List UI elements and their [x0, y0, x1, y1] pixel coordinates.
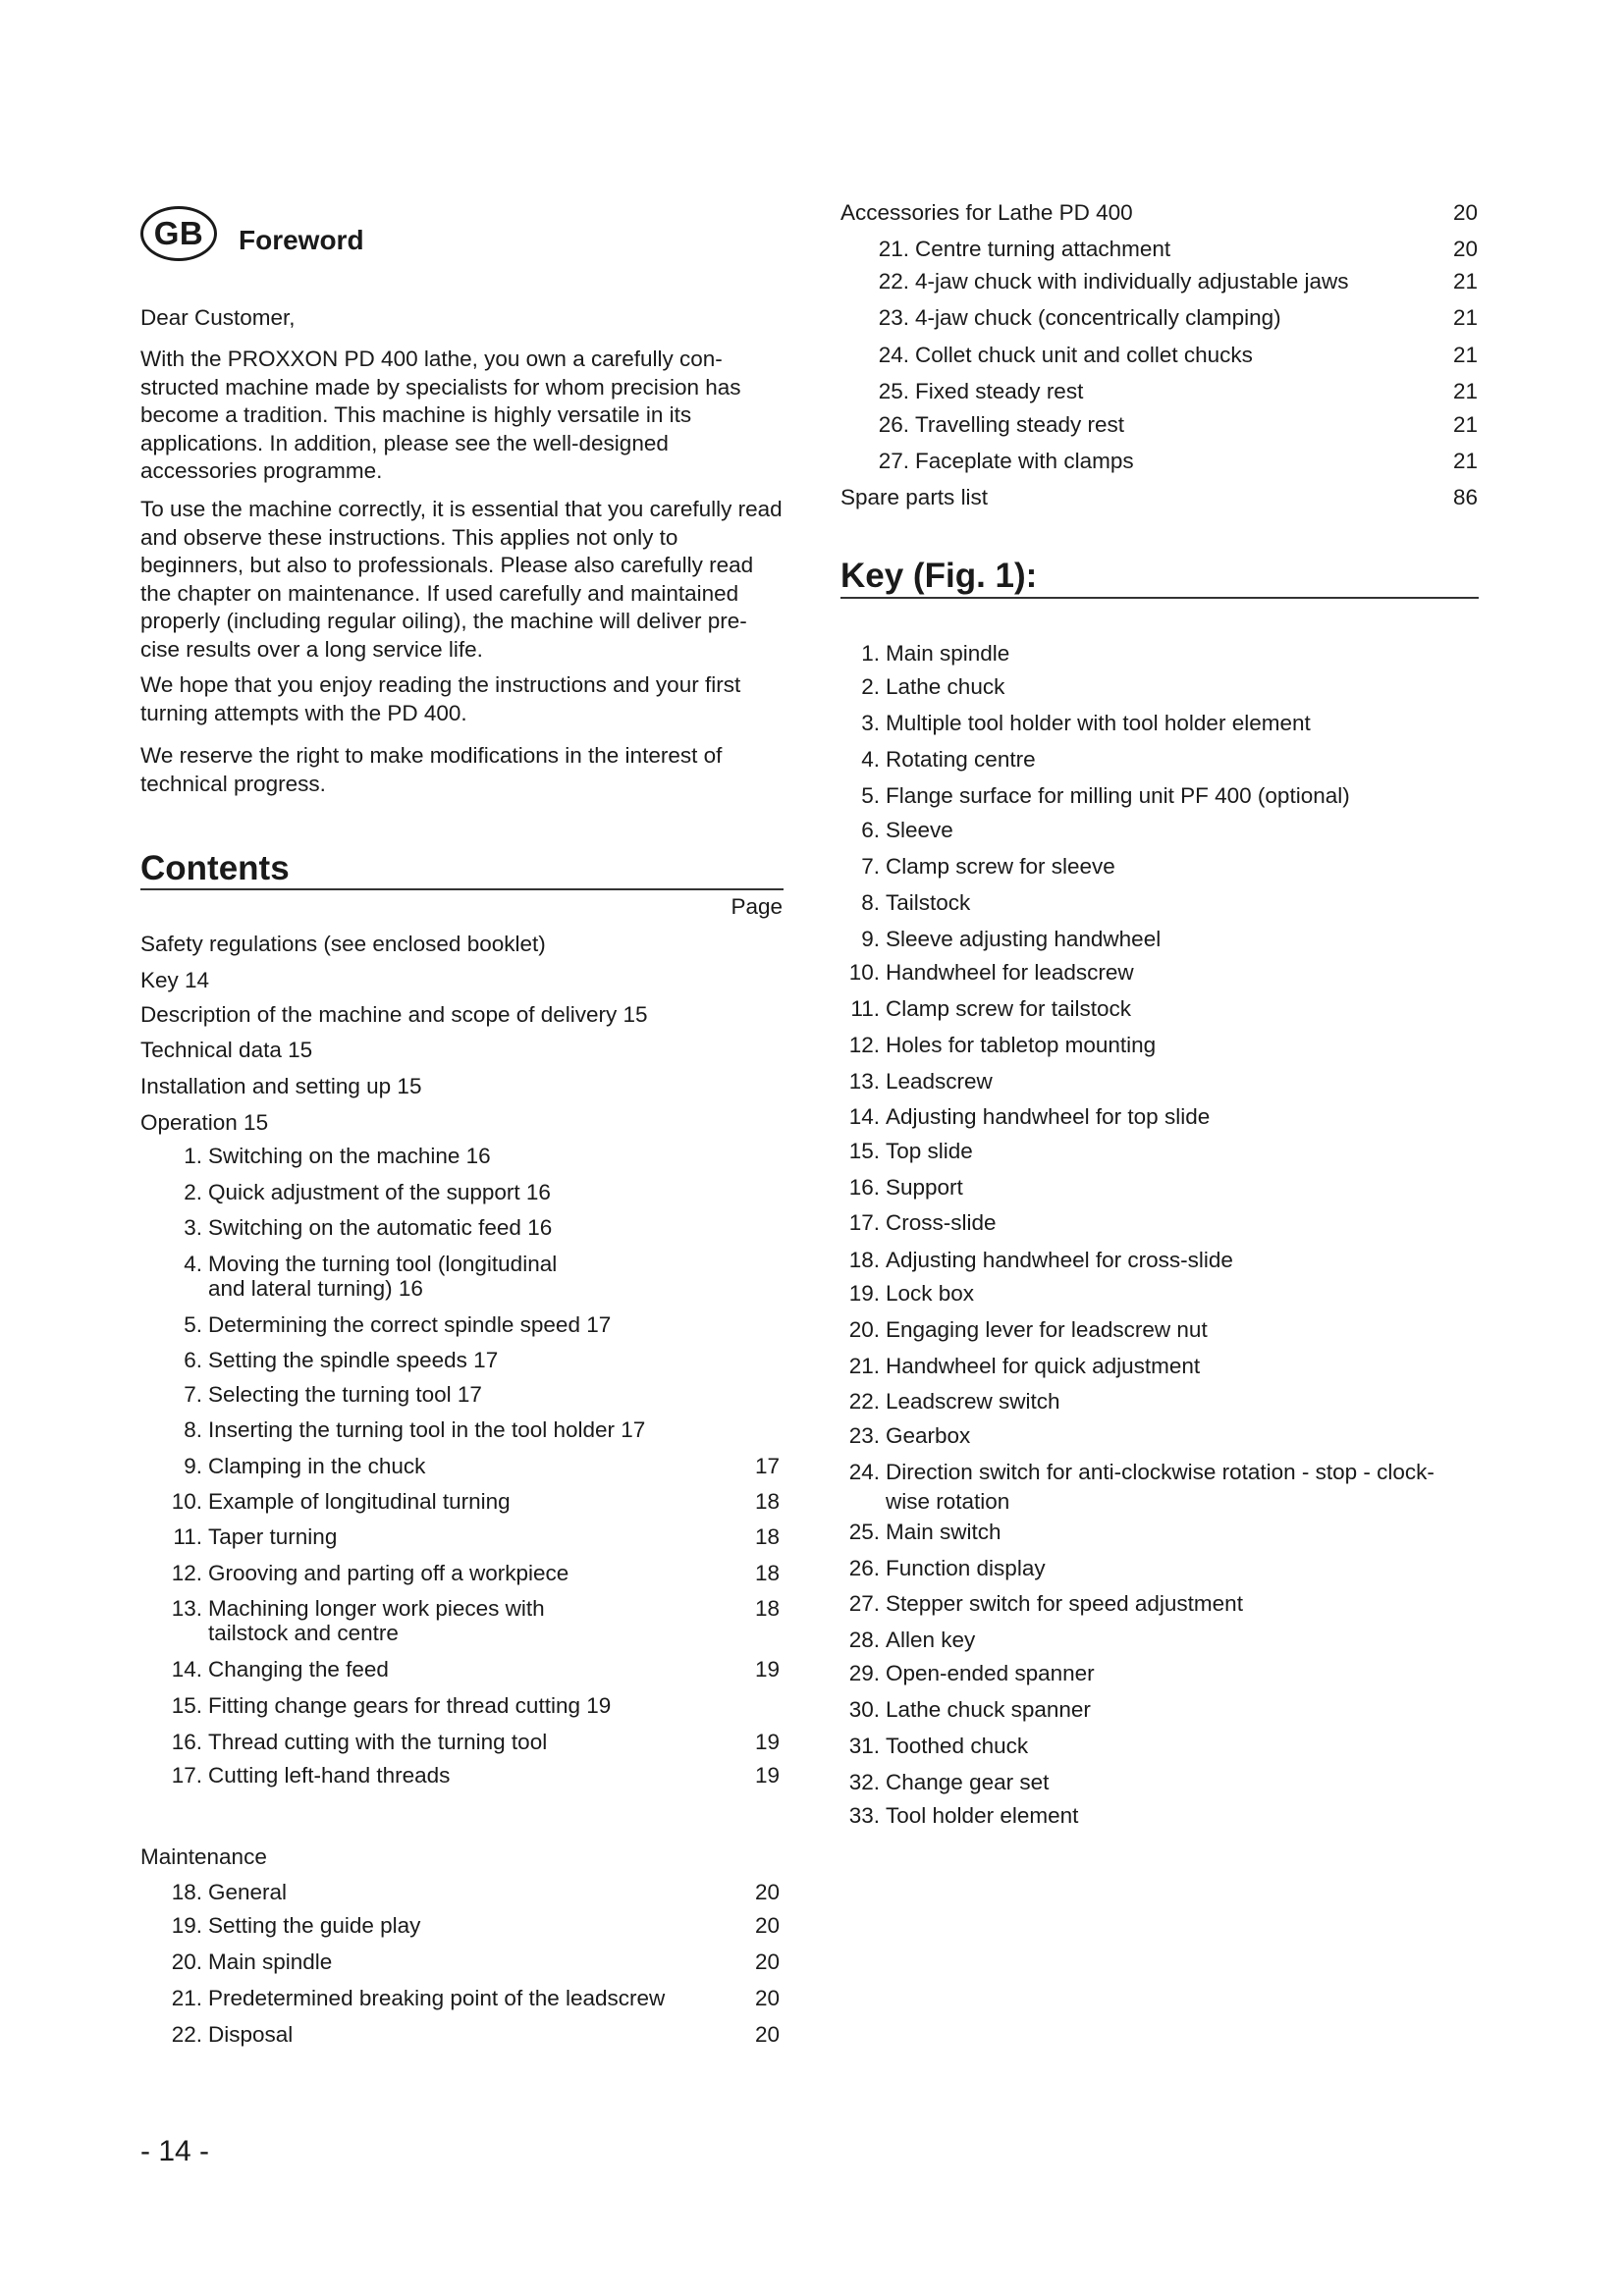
- item-label: Thread cutting with the turning tool: [208, 1730, 548, 1754]
- item-number: 15.: [171, 1693, 202, 1718]
- item-label: Collet chuck unit and collet chucks: [915, 343, 1253, 367]
- item-label: Leadscrew: [886, 1069, 993, 1094]
- contents-rule: [140, 888, 784, 890]
- item-label: Adjusting handwheel for top slide: [886, 1104, 1211, 1129]
- item-number: 9.: [184, 1454, 202, 1478]
- item-number: 22.: [878, 269, 909, 294]
- list-item: [157, 1692, 611, 1720]
- list-item: [864, 236, 1170, 263]
- list-item: [157, 1985, 665, 2012]
- item-label: Open-ended spanner: [886, 1661, 1095, 1685]
- list-item: [840, 640, 1009, 667]
- maintenance-heading: Maintenance: [140, 1844, 267, 1869]
- item-label-continuation: tailstock and centre: [208, 1621, 399, 1645]
- item-label: Adjusting handwheel for cross-slide: [886, 1248, 1233, 1272]
- list-item: [840, 1068, 993, 1095]
- item-label: Machining longer work pieces with: [208, 1596, 545, 1621]
- item-label: Leadscrew switch: [886, 1389, 1060, 1414]
- item-label: Direction switch for anti-clockwise rotation - stop - clock-: [886, 1460, 1435, 1484]
- item-number: 12.: [171, 1561, 202, 1585]
- item-label: Sleeve: [886, 818, 953, 842]
- item-label: Fitting change gears for thread cutting 19: [208, 1693, 612, 1718]
- item-page: 21: [1452, 343, 1478, 367]
- country-badge: GB: [140, 206, 217, 261]
- list-item: [840, 1032, 1156, 1059]
- list-item: [840, 1280, 974, 1308]
- item-label: Example of longitudinal turning: [208, 1489, 511, 1514]
- item-number: 26.: [848, 1556, 880, 1580]
- item-number: 25.: [878, 379, 909, 403]
- item-label: Disposal: [208, 2022, 294, 2047]
- item-number: 13.: [848, 1069, 880, 1094]
- list-item: [157, 1416, 645, 1444]
- item-label: Cross-slide: [886, 1210, 997, 1235]
- list-item: [157, 2021, 293, 2049]
- item-label: Setting the spindle speeds 17: [208, 1348, 499, 1372]
- list-item: [157, 1656, 389, 1683]
- list-item: [840, 710, 1311, 737]
- item-number: 9.: [861, 927, 880, 951]
- item-label: Allen key: [886, 1628, 976, 1652]
- item-number: 32.: [848, 1770, 880, 1794]
- item-label: Predetermined breaking point of the leadscrew: [208, 1986, 666, 2010]
- list-item: [840, 926, 1161, 953]
- foreword-title: Foreword: [239, 225, 364, 255]
- list-item: [840, 1388, 1060, 1415]
- foreword-paragraph: With the PROXXON PD 400 lathe, you own a carefully con-structed machine made by specialists for whom precision has become a tradition. This machine is highly versatile in its applications. In addition, please see the well-designed accessories programme.: [140, 347, 741, 483]
- item-label: Faceplate with clamps: [915, 449, 1134, 473]
- item-label: Gearbox: [886, 1423, 971, 1448]
- item-number: 18.: [171, 1880, 202, 1904]
- item-number: 29.: [848, 1661, 880, 1685]
- item-number: 18.: [848, 1248, 880, 1272]
- contents-entry: Description of the machine and scope of delivery 15: [140, 1002, 648, 1027]
- item-number: 4.: [861, 747, 880, 772]
- page-column-header: Page: [731, 894, 783, 919]
- item-number: 23.: [878, 305, 909, 330]
- item-number: 21.: [171, 1986, 202, 2010]
- item-number: 13.: [171, 1596, 202, 1621]
- item-label: Determining the correct spindle speed 17: [208, 1312, 612, 1337]
- key-title: Key (Fig. 1):: [840, 557, 1038, 595]
- list-item: [157, 1179, 551, 1206]
- item-page: 20: [754, 1986, 780, 2010]
- list-item: [157, 1762, 450, 1789]
- list-item: [157, 1453, 425, 1480]
- item-label: Lock box: [886, 1281, 975, 1306]
- item-number: 27.: [848, 1591, 880, 1616]
- list-item: [864, 448, 1134, 475]
- contents-entry: Key 14: [140, 968, 210, 992]
- item-number: 14.: [171, 1657, 202, 1682]
- item-label: Taper turning: [208, 1524, 338, 1549]
- item-number: 7.: [861, 854, 880, 879]
- item-label: Grooving and parting off a workpiece: [208, 1561, 569, 1585]
- item-label: Main spindle: [886, 641, 1010, 666]
- item-number: 5.: [861, 783, 880, 808]
- list-item: [840, 1138, 973, 1165]
- list-item: [157, 1381, 482, 1409]
- item-number: 10.: [171, 1489, 202, 1514]
- item-number: 11.: [173, 1524, 202, 1549]
- item-number: 6.: [861, 818, 880, 842]
- item-number: 22.: [848, 1389, 880, 1414]
- contents-entry: Safety regulations (see enclosed booklet): [140, 932, 546, 956]
- item-page: 18: [754, 1561, 780, 1585]
- item-number: 10.: [848, 960, 880, 985]
- list-item: [864, 378, 1083, 405]
- contents-entry: Operation 15: [140, 1110, 269, 1135]
- list-item: [864, 411, 1124, 439]
- item-label: Tool holder element: [886, 1803, 1079, 1828]
- list-item: [864, 304, 1281, 332]
- item-label: Support: [886, 1175, 963, 1200]
- item-number: 7.: [184, 1382, 202, 1407]
- list-item: [864, 268, 1348, 295]
- item-label: Function display: [886, 1556, 1046, 1580]
- list-item: [840, 1769, 1049, 1796]
- list-item: [157, 1488, 511, 1516]
- item-number: 27.: [878, 449, 909, 473]
- item-label: Tailstock: [886, 890, 971, 915]
- foreword-paragraph: We reserve the right to make modifications in the interest of technical progress.: [140, 743, 723, 796]
- list-item: [864, 342, 1253, 369]
- item-label: Switching on the machine 16: [208, 1144, 491, 1168]
- item-number: 20.: [848, 1317, 880, 1342]
- list-item: [840, 1459, 1435, 1486]
- item-number: 2.: [184, 1180, 202, 1204]
- item-number: 8.: [184, 1417, 202, 1442]
- item-number: 28.: [848, 1628, 880, 1652]
- item-label: Change gear set: [886, 1770, 1050, 1794]
- list-item: [157, 1560, 568, 1587]
- foreword-paragraph: To use the machine correctly, it is essential that you carefully read and observe these instructions. This applies not only to beginners, but also to professionals. Please also carefully read the chapter on maintenance. If used carefully and maintained properly (including regular oiling), the machine will deliver pre-cise results over a long service life.: [140, 497, 783, 662]
- item-number: 19.: [848, 1281, 880, 1306]
- item-number: 12.: [848, 1033, 880, 1057]
- list-item: [157, 1912, 420, 1940]
- list-item: [840, 959, 1134, 987]
- spare-parts-page: 86: [1452, 485, 1478, 509]
- item-number: 17.: [848, 1210, 880, 1235]
- list-item: [157, 1949, 332, 1976]
- item-label: Main spindle: [208, 1949, 333, 1974]
- item-label: Inserting the turning tool in the tool holder 17: [208, 1417, 646, 1442]
- list-item: [840, 1422, 970, 1450]
- item-page: 19: [754, 1763, 780, 1788]
- item-number: 24.: [878, 343, 909, 367]
- list-item: [840, 1174, 963, 1201]
- list-item: [840, 673, 1004, 701]
- item-label: Rotating centre: [886, 747, 1036, 772]
- item-page: 21: [1452, 269, 1478, 294]
- item-number: 6.: [184, 1348, 202, 1372]
- item-page: 20: [754, 1949, 780, 1974]
- list-item: [840, 1316, 1208, 1344]
- list-item: [840, 1353, 1200, 1380]
- item-label: Main switch: [886, 1520, 1001, 1544]
- list-item: [840, 1627, 975, 1654]
- item-label: Multiple tool holder with tool holder element: [886, 711, 1311, 735]
- item-label: Cutting left-hand threads: [208, 1763, 451, 1788]
- list-item: [840, 1209, 997, 1237]
- list-item: [840, 1733, 1028, 1760]
- item-label-continuation: wise rotation: [886, 1489, 1010, 1514]
- item-number: 22.: [171, 2022, 202, 2047]
- item-label: Travelling steady rest: [915, 412, 1125, 437]
- list-item: [157, 1214, 552, 1242]
- item-number: 33.: [848, 1803, 880, 1828]
- item-label: Moving the turning tool (longitudinal: [208, 1252, 558, 1276]
- list-item: [840, 1103, 1210, 1131]
- item-number: 16.: [848, 1175, 880, 1200]
- item-label: Holes for tabletop mounting: [886, 1033, 1157, 1057]
- item-number: 17.: [171, 1763, 202, 1788]
- list-item: [157, 1595, 545, 1623]
- list-item: [157, 1879, 287, 1906]
- item-number: 31.: [848, 1734, 880, 1758]
- item-label: Top slide: [886, 1139, 973, 1163]
- item-label: Changing the feed: [208, 1657, 389, 1682]
- item-number: 8.: [861, 890, 880, 915]
- contents-title: Contents: [140, 849, 290, 887]
- item-number: 3.: [184, 1215, 202, 1240]
- item-number: 2.: [861, 674, 880, 699]
- item-number: 26.: [878, 412, 909, 437]
- item-label: Flange surface for milling unit PF 400 (optional): [886, 783, 1350, 808]
- item-label: Handwheel for quick adjustment: [886, 1354, 1201, 1378]
- list-item: [840, 1590, 1243, 1618]
- item-page: 18: [754, 1489, 780, 1514]
- item-label: 4-jaw chuck with individually adjustable jaws: [915, 269, 1349, 294]
- list-item: [157, 1251, 557, 1278]
- item-page: 19: [754, 1657, 780, 1682]
- item-label: Centre turning attachment: [915, 237, 1171, 261]
- item-label: Setting the guide play: [208, 1913, 421, 1938]
- list-item: [840, 853, 1115, 881]
- item-label: Clamp screw for tailstock: [886, 996, 1132, 1021]
- list-item: [840, 1802, 1078, 1830]
- list-item: [840, 1247, 1233, 1274]
- list-item: [840, 1660, 1095, 1687]
- item-label: Fixed steady rest: [915, 379, 1084, 403]
- item-label: 4-jaw chuck (concentrically clamping): [915, 305, 1281, 330]
- list-item: [157, 1311, 611, 1339]
- greeting: Dear Customer,: [140, 305, 296, 330]
- item-number: 21.: [878, 237, 909, 261]
- item-number: 15.: [848, 1139, 880, 1163]
- list-item: [840, 1519, 1001, 1546]
- list-item: [840, 782, 1350, 810]
- list-item: [840, 1696, 1091, 1724]
- item-number: 30.: [848, 1697, 880, 1722]
- item-page: 21: [1452, 305, 1478, 330]
- foreword-paragraph: We hope that you enjoy reading the instructions and your first turning attempts with the PD 400.: [140, 672, 741, 725]
- item-number: 20.: [171, 1949, 202, 1974]
- list-item: [840, 1555, 1046, 1582]
- list-item: [840, 746, 1036, 774]
- item-label: Stepper switch for speed adjustment: [886, 1591, 1243, 1616]
- item-page: 21: [1452, 449, 1478, 473]
- item-page: 18: [754, 1524, 780, 1549]
- item-number: 21.: [848, 1354, 880, 1378]
- item-label: Clamping in the chuck: [208, 1454, 426, 1478]
- page-number: - 14 -: [140, 2135, 210, 2167]
- item-label: Switching on the automatic feed 16: [208, 1215, 553, 1240]
- item-page: 21: [1452, 412, 1478, 437]
- accessories-page: 20: [1452, 200, 1478, 225]
- item-number: 4.: [184, 1252, 202, 1276]
- item-number: 16.: [171, 1730, 202, 1754]
- item-label: Selecting the turning tool 17: [208, 1382, 482, 1407]
- item-number: 11.: [850, 996, 880, 1021]
- list-item: [157, 1143, 491, 1170]
- item-label: Handwheel for leadscrew: [886, 960, 1134, 985]
- item-label: Lathe chuck: [886, 674, 1005, 699]
- contents-entry: Technical data 15: [140, 1038, 313, 1062]
- item-number: 14.: [848, 1104, 880, 1129]
- item-page: 20: [754, 1913, 780, 1938]
- item-number: 19.: [171, 1913, 202, 1938]
- item-label: Lathe chuck spanner: [886, 1697, 1091, 1722]
- item-page: 17: [754, 1454, 780, 1478]
- item-number: 24.: [848, 1460, 880, 1484]
- item-page: 20: [1452, 237, 1478, 261]
- item-page: 20: [754, 1880, 780, 1904]
- list-item: [840, 817, 953, 844]
- list-item: [157, 1729, 547, 1756]
- item-label: General: [208, 1880, 288, 1904]
- key-rule: [840, 597, 1479, 599]
- item-page: 18: [754, 1596, 780, 1621]
- item-label: Quick adjustment of the support 16: [208, 1180, 551, 1204]
- list-item: [840, 889, 970, 917]
- list-item: [157, 1347, 498, 1374]
- item-page: 20: [754, 2022, 780, 2047]
- item-number: 1.: [184, 1144, 202, 1168]
- list-item: [840, 995, 1131, 1023]
- item-number: 25.: [848, 1520, 880, 1544]
- item-number: 5.: [184, 1312, 202, 1337]
- item-number: 1.: [861, 641, 880, 666]
- item-number: 3.: [861, 711, 880, 735]
- item-number: 23.: [848, 1423, 880, 1448]
- item-page: 19: [754, 1730, 780, 1754]
- item-label-continuation: and lateral turning) 16: [208, 1276, 423, 1301]
- item-label: Clamp screw for sleeve: [886, 854, 1115, 879]
- list-item: [157, 1523, 337, 1551]
- accessories-heading: Accessories for Lathe PD 400: [840, 200, 1133, 225]
- spare-parts-entry: Spare parts list: [840, 485, 989, 509]
- item-label: Toothed chuck: [886, 1734, 1029, 1758]
- item-page: 21: [1452, 379, 1478, 403]
- item-label: Engaging lever for leadscrew nut: [886, 1317, 1208, 1342]
- contents-entry: Installation and setting up 15: [140, 1074, 422, 1098]
- item-label: Sleeve adjusting handwheel: [886, 927, 1162, 951]
